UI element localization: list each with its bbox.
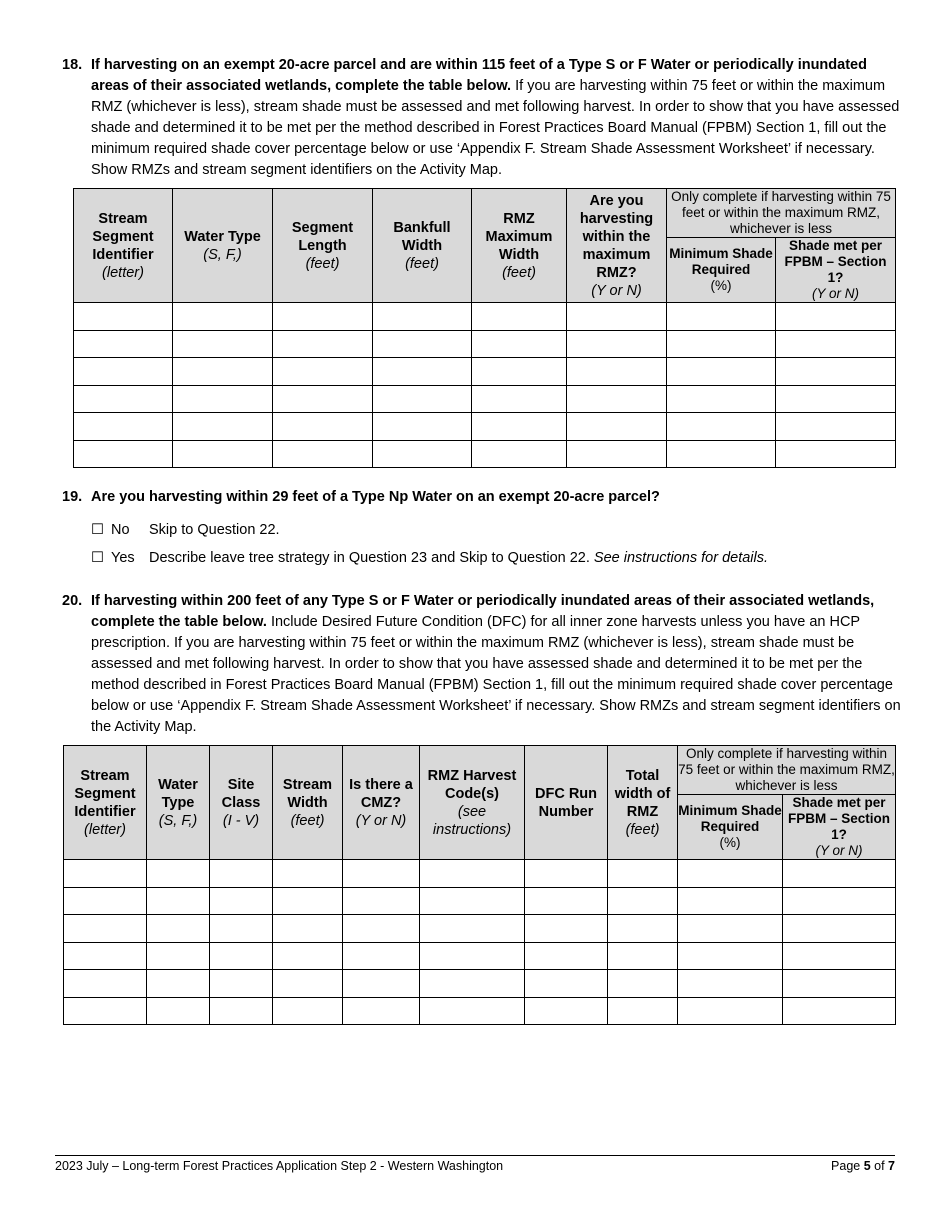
table-cell[interactable] [608,997,678,1025]
table-cell[interactable] [64,860,147,888]
table-cell[interactable] [273,997,343,1025]
question-bold-text: If harvesting on an exempt 20-acre parcel and are within 115 feet of a Type S or F Water or periodically inundated areas of their associated wetlands, complete the table below. [91,57,867,94]
table-cell[interactable] [525,997,608,1025]
table-cell[interactable] [373,303,472,331]
table-row [74,303,896,331]
table-cell[interactable] [343,942,420,970]
table-cell[interactable] [74,303,173,331]
table-cell[interactable] [74,440,173,468]
header-bankfull-width: Bankfull Width (feet) [373,189,472,303]
table-cell[interactable] [567,330,667,358]
header-cmz: Is there a CMZ? (Y or N) [343,746,420,860]
table-cell[interactable] [147,997,210,1025]
footer-title: 2023 July – Long-term Forest Practices Application Step 2 - Western Washington [55,1159,504,1173]
table-row [64,942,896,970]
table-cell[interactable] [173,413,273,441]
header-shade-met: Shade met per FPBM – Section 1? (Y or N) [783,795,896,860]
table-cell[interactable] [783,887,896,915]
table-cell[interactable] [273,915,343,943]
table-cell[interactable] [373,440,472,468]
table-cell[interactable] [273,303,373,331]
table-cell[interactable] [74,413,173,441]
table-cell[interactable] [420,860,525,888]
table-cell[interactable] [420,970,525,998]
table-row [74,413,896,441]
header-shade-group: Only complete if harvesting within 75 feet or within the maximum RMZ, whichever is less [678,746,895,793]
table-cell[interactable] [147,942,210,970]
table-cell[interactable] [678,942,783,970]
table-cell[interactable] [373,413,472,441]
table-cell[interactable] [678,860,783,888]
table-cell[interactable] [64,942,147,970]
table-cell[interactable] [173,440,273,468]
table-cell[interactable] [667,440,776,468]
table-cell[interactable] [608,942,678,970]
table-cell[interactable] [210,942,273,970]
table-cell[interactable] [420,942,525,970]
table-cell[interactable] [608,915,678,943]
rmz-harvest-table-20 [63,745,896,1025]
question-bold-text: Are you harvesting within 29 feet of a Type Np Water on an exempt 20-acre parcel? [91,489,660,505]
table-cell[interactable] [210,997,273,1025]
header-total-rmz-width: Total width of RMZ (feet) [608,746,678,860]
table-cell[interactable] [173,358,273,386]
checkbox-no[interactable]: ☐ [91,522,104,538]
table-cell[interactable] [343,915,420,943]
table-row [64,887,896,915]
table-cell[interactable] [472,413,567,441]
question-19 [62,487,902,508]
table-cell[interactable] [343,970,420,998]
table-cell[interactable] [147,915,210,943]
table-cell[interactable] [776,440,896,468]
table-row [64,997,896,1025]
table-cell[interactable] [678,887,783,915]
table-cell[interactable] [776,413,896,441]
header-min-shade: Minimum Shade Required (%) [678,795,783,860]
table-cell[interactable] [273,358,373,386]
table-cell[interactable] [567,413,667,441]
table-cell[interactable] [472,303,567,331]
table-cell[interactable] [64,970,147,998]
table-cell[interactable] [64,997,147,1025]
question-bold-text: If harvesting within 200 feet of any Type S or F Water or periodically inundated areas of their associated wetlands, complete the table below. [91,593,875,630]
table-cell[interactable] [210,860,273,888]
table-row [74,385,896,413]
table-cell[interactable] [567,303,667,331]
table-cell[interactable] [210,915,273,943]
table-cell[interactable] [783,970,896,998]
table-cell[interactable] [667,413,776,441]
table-cell[interactable] [343,997,420,1025]
table-cell[interactable] [472,385,567,413]
table-cell[interactable] [273,860,343,888]
table-cell[interactable] [567,440,667,468]
table-cell[interactable] [273,440,373,468]
header-dfc-run-number: DFC Run Number [525,746,608,860]
header-water-type: Water Type (S, F,) [173,189,273,303]
table-cell[interactable] [472,330,567,358]
question-number: 19. [62,489,83,505]
header-shade-group: Only complete if harvesting within 75 feet or within the maximum RMZ, whichever is less [667,189,896,238]
table-cell[interactable] [525,915,608,943]
table-cell[interactable] [343,860,420,888]
table-cell[interactable] [173,330,273,358]
table-cell[interactable] [667,330,776,358]
table-cell[interactable] [173,303,273,331]
table-cell[interactable] [783,997,896,1025]
header-stream-width: Stream Width (feet) [273,746,343,860]
table-cell[interactable] [420,997,525,1025]
table-cell[interactable] [783,860,896,888]
table-cell[interactable] [420,887,525,915]
table-cell[interactable] [678,915,783,943]
table-cell[interactable] [667,303,776,331]
table-cell[interactable] [472,440,567,468]
table-cell[interactable] [147,860,210,888]
table-row [74,358,896,386]
option-label: Yes [111,550,135,566]
table-cell[interactable] [343,887,420,915]
table-cell[interactable] [273,887,343,915]
header-stream-segment: Stream Segment Identifier (letter) [74,189,173,303]
option-text: Describe leave tree strategy in Question 23 and Skip to Question 22. [149,550,594,566]
table-cell[interactable] [273,970,343,998]
table-cell[interactable] [147,970,210,998]
table-cell[interactable] [373,358,472,386]
table-cell[interactable] [74,358,173,386]
table-cell[interactable] [64,887,147,915]
table-cell[interactable] [273,942,343,970]
table-cell[interactable] [567,385,667,413]
table-cell[interactable] [776,385,896,413]
question-18 [62,55,902,181]
table-row [64,970,896,998]
page-number: Page 5 of 7 [831,1159,895,1173]
question-number: 20. [62,593,83,609]
table-cell[interactable] [420,915,525,943]
header-water-type: Water Type (S, F,) [147,746,210,860]
table-row [64,860,896,888]
table-cell[interactable] [667,358,776,386]
header-segment-length: Segment Length (feet) [273,189,373,303]
table-cell[interactable] [273,330,373,358]
page-footer [55,1155,895,1173]
table-cell[interactable] [776,303,896,331]
table-cell[interactable] [776,330,896,358]
header-rmz-harvest-code: RMZ Harvest Code(s) (see instructions) [420,746,525,860]
table-cell[interactable] [525,942,608,970]
table-cell[interactable] [525,887,608,915]
table-cell[interactable] [147,887,210,915]
question-text: Include Desired Future Condition (DFC) for all inner zone harvests unless you have an HCP prescription. If you are harvesting within 75 feet or within the maximum RMZ (whichever is less), stream shade must be assessed and met following harvest. In order to show that you have assessed shade and determined it to be met per the method described in Forest Practices Board Manual (FPBM) Section 1, fill out the minimum required shade cover percentage below or use ‘Appendix F. Stream Shade Assessment Worksheet’ if necessary. Show RMZs and stream segment identifiers on the Activity Map. [91,614,901,735]
stream-shade-table-18 [73,188,896,468]
table-cell[interactable] [783,915,896,943]
table-cell[interactable] [608,970,678,998]
option-no [91,520,280,540]
table-cell[interactable] [64,915,147,943]
question-20 [62,591,902,738]
header-site-class: Site Class (I - V) [210,746,273,860]
table-cell[interactable] [472,358,567,386]
table-cell[interactable] [273,385,373,413]
table-cell[interactable] [373,330,472,358]
table-cell[interactable] [210,887,273,915]
table-cell[interactable] [373,385,472,413]
header-min-shade: Minimum Shade Required (%) [667,238,776,303]
header-rmz-max-width: RMZ Maximum Width (feet) [472,189,567,303]
table-cell[interactable] [74,330,173,358]
table-cell[interactable] [608,860,678,888]
option-label: No [111,522,130,538]
table-cell[interactable] [678,970,783,998]
table-row [74,440,896,468]
option-text: Skip to Question 22. [149,522,280,538]
table-cell[interactable] [667,385,776,413]
header-harvesting-within-rmz: Are you harvesting within the maximum RMZ? (Y or N) [567,189,667,303]
table-cell[interactable] [74,385,173,413]
header-stream-segment: Stream Segment Identifier (letter) [64,746,147,860]
header-shade-met: Shade met per FPBM – Section 1? (Y or N) [776,238,896,303]
table-cell[interactable] [525,970,608,998]
question-number: 18. [62,57,83,73]
table-row [64,915,896,943]
option-italic: See instructions for details. [593,550,769,566]
table-row [74,330,896,358]
checkbox-yes[interactable]: ☐ [91,550,104,566]
table-cell[interactable] [608,887,678,915]
table-cell[interactable] [678,997,783,1025]
table-cell[interactable] [525,860,608,888]
table-cell[interactable] [567,358,667,386]
table-cell[interactable] [173,385,273,413]
option-yes [91,548,768,568]
table-cell[interactable] [210,970,273,998]
table-cell[interactable] [273,413,373,441]
table-cell[interactable] [776,358,896,386]
question-text: If you are harvesting within 75 feet or within the maximum RMZ (whichever is less), stream shade must be assessed and met following harvest. In order to show that you have assessed shade and determined it to be met per the method described in Forest Practices Board Manual (FPBM) Section 1, fill out the minimum required shade cover percentage below or use ‘Appendix F. Stream Shade Assessment Worksheet’ if necessary. Show RMZs and stream segment identifiers on the Activity Map. [91,78,900,178]
table-cell[interactable] [783,942,896,970]
